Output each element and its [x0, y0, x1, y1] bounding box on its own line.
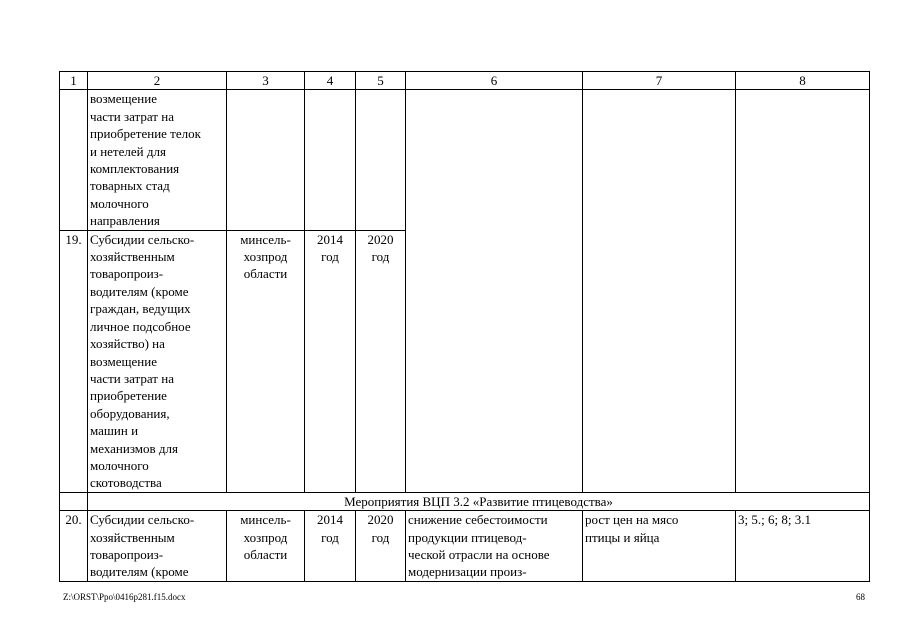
- row-19-executor: минсель- хозпрод области: [227, 230, 305, 492]
- continued-end-cell: [356, 90, 406, 230]
- header-col-1: 1: [60, 72, 88, 90]
- continued-executor-cell: [227, 90, 305, 230]
- header-col-8: 8: [736, 72, 870, 90]
- header-col-5: 5: [356, 72, 406, 90]
- row-20-number: 20.: [60, 511, 88, 582]
- section-title: Мероприятия ВЦП 3.2 «Развитие птицеводства»: [88, 492, 870, 510]
- row-20-name: Субсидии сельско- хозяйственным товаропроиз- водителям (кроме: [88, 511, 227, 582]
- row-20-end-year: 2020 год: [356, 511, 406, 582]
- row-20-start-year: 2014 год: [305, 511, 356, 582]
- row-20-risk: рост цен на мясо птицы и яйца: [583, 511, 736, 582]
- program-table: [59, 71, 870, 582]
- row-19-start-year: 2014 год: [305, 230, 356, 492]
- header-col-7: 7: [583, 72, 736, 90]
- merged-indicator-cell: [736, 90, 870, 492]
- header-col-3: 3: [227, 72, 305, 90]
- header-row: [60, 72, 870, 90]
- header-col-6: 6: [406, 72, 583, 90]
- row-20-result: снижение себестоимости продукции птицевод- ческой отрасли на основе модернизации произ-: [406, 511, 583, 582]
- continued-name-cell: возмещение части затрат на приобретение телок и нетелей для комплектования товарных стад молочного направления: [88, 90, 227, 230]
- footer-file-path: Z:\ORST\Ppo\0416p281.f15.docx: [63, 592, 186, 602]
- table-row-20: [60, 511, 870, 582]
- section-spacer-cell: [60, 492, 88, 510]
- merged-result-cell: [406, 90, 583, 492]
- footer-page-number: 68: [856, 592, 865, 602]
- row-20-indicators: 3; 5.; 6; 8; 3.1: [736, 511, 870, 582]
- section-row: [60, 492, 870, 510]
- row-19-name: Субсидии сельско- хозяйственным товаропроиз- водителям (кроме граждан, ведущих личное подсобное хозяйство) на возмещение части затрат на приобретение оборудования, машин и механизмов для молочного скотоводства: [88, 230, 227, 492]
- continued-row: [60, 90, 870, 230]
- row-19-number: 19.: [60, 230, 88, 492]
- header-col-2: 2: [88, 72, 227, 90]
- row-19-end-year: 2020 год: [356, 230, 406, 492]
- continued-start-cell: [305, 90, 356, 230]
- row-20-executor: минсель- хозпрод области: [227, 511, 305, 582]
- header-col-4: 4: [305, 72, 356, 90]
- merged-risk-cell: [583, 90, 736, 492]
- continued-num-cell: [60, 90, 88, 230]
